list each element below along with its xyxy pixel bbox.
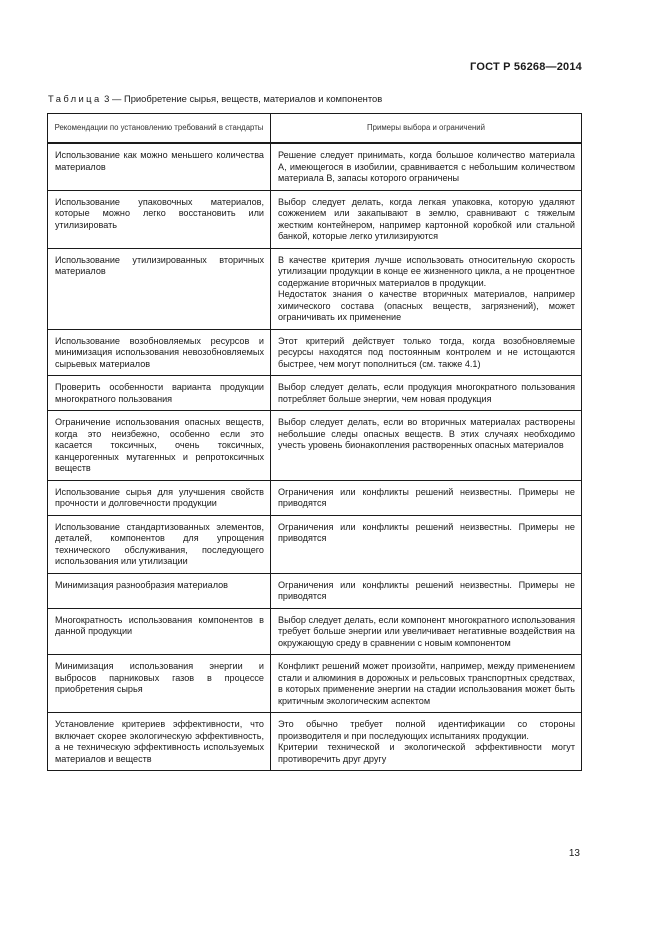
recommendation-cell: Использование возобновляемых ресурсов и минимизация использования невозобновляемых сырьевых материалов [48, 329, 271, 376]
example-paragraph: Это обычно требует полной идентификации со стороны производителя и при последующих испытаниях продукции. [278, 719, 575, 741]
example-paragraph: Решение следует принимать, когда большое количество материала А, имеющегося в изобилии, сравнивается с небольшим количеством материала В, запасы которого ограничены [278, 150, 575, 183]
example-paragraph: Выбор следует делать, если во вторичных материалах растворены небольшие следы опасных веществ. В этих случаях необходимо учесть уровень бионакопления растворенных опасных материалов [278, 417, 575, 450]
table-row [48, 376, 582, 411]
table-row [48, 480, 582, 515]
table-row [48, 143, 582, 190]
table-row [48, 515, 582, 573]
example-paragraph: Критерии технической и экологической эффективности могут противоречить друг другу [278, 742, 575, 764]
recommendation-cell: Использование сырья для улучшения свойств прочности и долговечности продукции [48, 480, 271, 515]
table-row [48, 573, 582, 608]
example-cell [271, 376, 582, 411]
recommendation-cell: Минимизация разнообразия материалов [48, 573, 271, 608]
table-row [48, 248, 582, 329]
table-caption-word: Таблица [48, 93, 102, 104]
example-paragraph: Ограничения или конфликты решений неизвестны. Примеры не приводятся [278, 579, 575, 601]
table-row [48, 608, 582, 655]
example-paragraph: Выбор следует делать, если компонент многократного использования требует больше энергии или увеличивает негативные воздействия на окружающую среду в сравнении с новым компонентом [278, 614, 575, 648]
recommendation-cell: Установление критериев эффективности, что включает скорее экологическую эффективность, а не техническую эффективность используемых материалов и веществ [48, 713, 271, 771]
example-paragraph: Конфликт решений может произойти, например, между применением стали и алюминия в дорожных и рельсовых транспортных средствах, в которых применение энергии на стадии использования может быть критичным экологическим аспектом [278, 661, 575, 706]
example-paragraph: В качестве критерия лучше использовать относительную скорость утилизации продукции в конце ее жизненного цикла, а не процентное содержание вторичных материалов в продукции. [278, 254, 575, 288]
recommendation-cell: Минимизация использования энергии и выбросов парниковых газов в процессе приобретения сырья [48, 655, 271, 713]
example-cell [271, 411, 582, 481]
recommendation-cell: Использование как можно меньшего количества материалов [48, 143, 271, 190]
example-paragraph: Ограничения или конфликты решений неизвестны. Примеры не приводятся [278, 521, 575, 543]
example-cell [271, 713, 582, 771]
table-row [48, 411, 582, 481]
table-caption [48, 93, 382, 104]
document-code: ГОСТ Р 56268—2014 [470, 61, 582, 73]
table-caption-title: 3 — Приобретение сырья, веществ, материалов и компонентов [104, 93, 383, 104]
recommendation-cell: Ограничение использования опасных веществ, когда это неизбежно, особенно если это касается токсичных, очень токсичных, канцерогенных мутагенных и репротоксичных веществ [48, 411, 271, 481]
example-paragraph: Выбор следует делать, когда легкая упаковка, которую удаляют сожжением или закапывают в землю, сравнивают с тяжелым жестким контейнером, например картонной коробкой или стальной банкой, которые легко утилизируются [278, 196, 575, 241]
page-number: 13 [568, 848, 580, 859]
example-cell [271, 143, 582, 190]
example-cell [271, 608, 582, 655]
recommendation-cell: Использование упаковочных материалов, которые можно легко восстановить или утилизировать [48, 190, 271, 248]
example-cell [271, 515, 582, 573]
header-recommendations: Рекомендации по установлению требований в стандарты [48, 114, 271, 144]
example-paragraph: Недостаток знания о качестве вторичных материалов, например химического состава (опасных веществ, загрязнений), может ограничивать их применение [278, 289, 575, 322]
table-row [48, 713, 582, 771]
recommendation-cell: Использование утилизированных вторичных материалов [48, 248, 271, 329]
recommendation-cell: Многократность использования компонентов в данной продукции [48, 608, 271, 655]
example-cell [271, 573, 582, 608]
table-body [48, 143, 582, 771]
table-header-row [48, 114, 582, 144]
table-row [48, 329, 582, 376]
table-row [48, 190, 582, 248]
example-cell [271, 655, 582, 713]
example-paragraph: Ограничения или конфликты решений неизвестны. Примеры не приводятся [278, 486, 575, 508]
header-examples: Примеры выбора и ограничений [271, 114, 582, 144]
example-paragraph: Этот критерий действует только тогда, когда возобновляемые ресурсы находятся под постоянным контролем и не истощаются быстрее, чем могут пополниться (см. также 4.1) [278, 335, 575, 369]
requirements-table [47, 113, 582, 771]
example-cell [271, 329, 582, 376]
example-cell [271, 190, 582, 248]
recommendation-cell: Проверить особенности варианта продукции многократного пользования [48, 376, 271, 411]
example-cell [271, 480, 582, 515]
example-cell [271, 248, 582, 329]
example-paragraph: Выбор следует делать, если продукция многократного пользования потребляет больше энергии, чем новая продукция [278, 382, 575, 404]
recommendation-cell: Использование стандартизованных элементов, деталей, компонентов для упрощения технического обслуживания, последующего использования или утилизации [48, 515, 271, 573]
table-row [48, 655, 582, 713]
